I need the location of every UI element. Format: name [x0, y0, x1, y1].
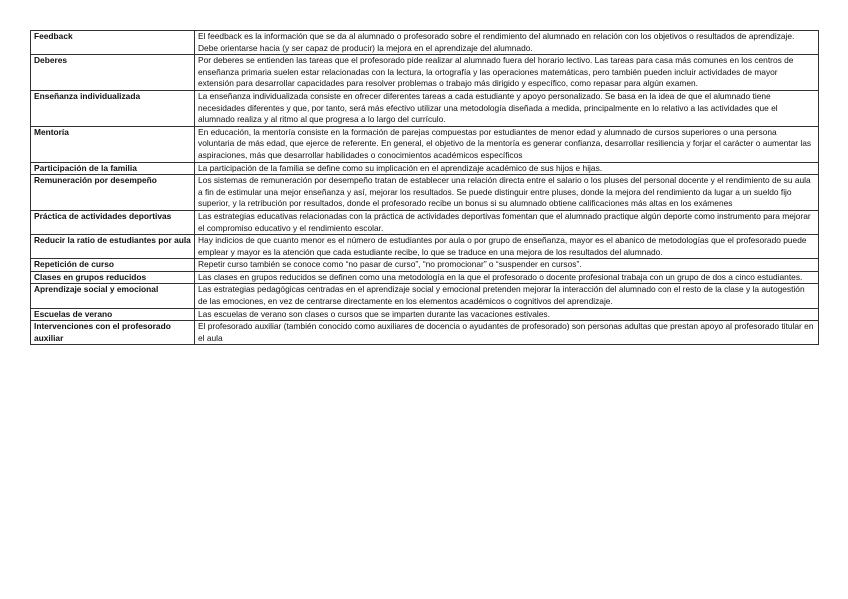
table-row: [31, 175, 819, 211]
table-row: [31, 321, 819, 345]
table-row: [31, 55, 819, 91]
term-cell: Aprendizaje social y emocional: [31, 284, 195, 308]
table-row: [31, 259, 819, 272]
definition-cell: Hay indicios de que cuanto menor es el número de estudiantes por aula o por grupo de enseñanza, mayor es el abanico de metodologías que el profesorado puede emplear y mayor es la atención que cada estudiante recibe, lo que se traduce en una mejora de los resultados del alumnado.: [195, 235, 819, 259]
term-cell: Intervenciones con el profesorado auxiliar: [31, 321, 195, 345]
term-cell: Reducir la ratio de estudiantes por aula: [31, 235, 195, 259]
term-cell: Mentoría: [31, 126, 195, 162]
term-cell: Clases en grupos reducidos: [31, 271, 195, 284]
definition-cell: Repetir curso también se conoce como “no pasar de curso”, “no promocionar” o “suspender en cursos”.: [195, 259, 819, 272]
term-cell: Deberes: [31, 55, 195, 91]
definition-cell: Las estrategias pedagógicas centradas en el aprendizaje social y emocional pretenden mejorar la interacción del alumnado con el resto de la clase y la autogestión de las emociones, en vez de centrarse directamente en los elementos académicos o cognitivos del aprendizaje.: [195, 284, 819, 308]
definition-cell: Las escuelas de verano son clases o cursos que se imparten durante las vacaciones estivales.: [195, 308, 819, 321]
term-cell: Participación de la familia: [31, 162, 195, 175]
term-cell: Práctica de actividades deportivas: [31, 210, 195, 234]
table-row: [31, 31, 819, 55]
table-row: [31, 235, 819, 259]
definition-cell: En educación, la mentoría consiste en la formación de parejas compuestas por estudiantes de menor edad y alumnado de cursos superiores o una persona voluntaria de más edad, que ejerce de referente. En general, el objetivo de la mentoría es generar confianza, desarrollar resiliencia y forjar el carácter o aumentar las aspiraciones, más que desarrollar habilidades o conocimientos académicos específicos: [195, 126, 819, 162]
table-row: [31, 126, 819, 162]
definition-cell: La participación de la familia se define como su implicación en el aprendizaje académico de sus hijos e hijas.: [195, 162, 819, 175]
table-row: [31, 308, 819, 321]
table-row: [31, 162, 819, 175]
table-row: [31, 90, 819, 126]
definition-cell: El profesorado auxiliar (también conocido como auxiliares de docencia o ayudantes de profesorado) son personas adultas que prestan apoyo al profesorado titular en el aula: [195, 321, 819, 345]
term-cell: Escuelas de verano: [31, 308, 195, 321]
definition-cell: Los sistemas de remuneración por desempeño tratan de establecer una relación directa entre el salario o los pluses del personal docente y el rendimiento de su aula a fin de estimular una mejor enseñanza y así, mejorar los resultados. Se puede distinguir entre pluses, donde la mejora del rendimiento da lugar a un sueldo fijo superior, y la retribución por resultados, donde el profesorado recibe un bonus si su alumnado obtiene calificaciones más altas en los exámenes: [195, 175, 819, 211]
term-cell: Feedback: [31, 31, 195, 55]
term-cell: Repetición de curso: [31, 259, 195, 272]
glossary-table: [30, 30, 819, 345]
term-cell: Enseñanza individualizada: [31, 90, 195, 126]
definition-cell: El feedback es la información que se da al alumnado o profesorado sobre el rendimiento del alumnado en relación con los objetivos o resultados de aprendizaje. Debe orientarse hacia (y ser capaz de producir) la mejora en el aprendizaje del alumnado.: [195, 31, 819, 55]
table-row: [31, 210, 819, 234]
table-row: [31, 271, 819, 284]
definition-cell: Por deberes se entienden las tareas que el profesorado pide realizar al alumnado fuera del horario lectivo. Las tareas para casa más comunes en los centros de enseñanza primaria suelen estar relacionadas con la lectura, la ortografía y las operaciones matemáticas, pero también pueden incluir actividades de mayor extensión para desarrollar capacidades para resolver problemas o trabajo más dirigido y específico, como repasar para algún examen.: [195, 55, 819, 91]
definition-cell: Las estrategias educativas relacionadas con la práctica de actividades deportivas fomentan que el alumnado practique algún deporte como instrumento para mejorar el compromiso educativo y el rendimiento escolar.: [195, 210, 819, 234]
definition-cell: Las clases en grupos reducidos se definen como una metodología en la que el profesorado o docente profesional trabaja con un grupo de dos a cinco estudiantes.: [195, 271, 819, 284]
table-row: [31, 284, 819, 308]
term-cell: Remuneración por desempeño: [31, 175, 195, 211]
definition-cell: La enseñanza individualizada consiste en ofrecer diferentes tareas a cada estudiante y apoyo personalizado. Se basa en la idea de que el alumnado tiene necesidades diferentes y que, por tanto, será más efectivo utilizar una metodología diseñada a medida, principalmente en lo relativo a las actividades que el alumnado realiza y al ritmo al que progresa a lo largo del currículo.: [195, 90, 819, 126]
